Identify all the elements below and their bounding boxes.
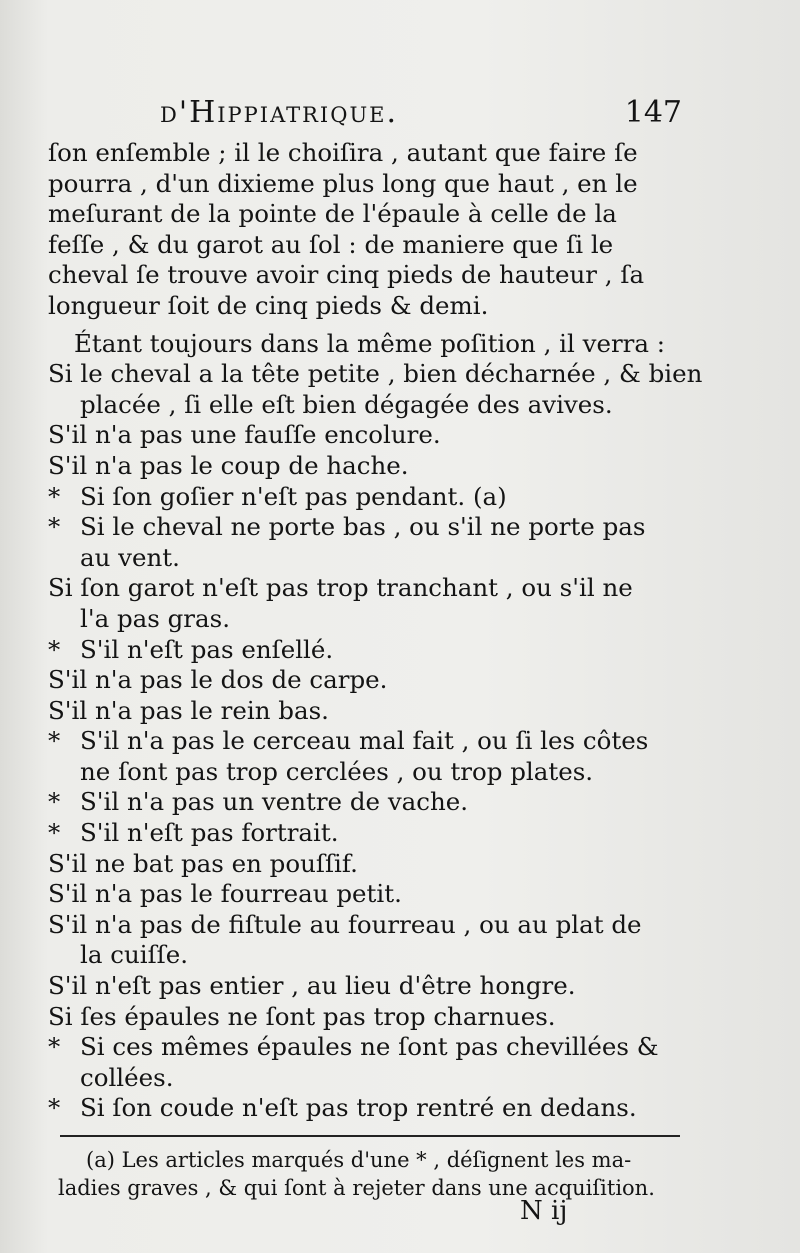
item-first-line xyxy=(48,665,680,696)
checklist-item xyxy=(48,635,680,666)
item-first-line xyxy=(48,635,680,666)
signature-mark: N ij xyxy=(520,1196,568,1226)
asterisk-mark: * xyxy=(48,481,61,511)
item-first-line xyxy=(48,420,680,451)
item-text: S'il n'a pas le fourreau petit. xyxy=(48,879,402,909)
text-line: ſon enſemble ; il le choiſira , autant que faire ſe xyxy=(48,138,638,167)
footnote-rule xyxy=(60,1135,680,1137)
item-first-line xyxy=(48,1032,680,1063)
item-first-line xyxy=(48,696,680,727)
item-first-line xyxy=(48,849,680,880)
checklist-item xyxy=(48,359,703,420)
text-line: feſſe , & du garot au ſol : de maniere que ſi le xyxy=(48,229,614,259)
checklist xyxy=(48,359,703,1124)
checklist-item xyxy=(48,512,680,573)
item-first-line xyxy=(48,787,680,818)
checklist-item xyxy=(48,1093,680,1124)
item-text: S'il n'eſt pas fortrait. xyxy=(80,818,339,848)
checklist-item xyxy=(48,573,680,634)
text-line: longueur ſoit de cinq pieds & demi. xyxy=(48,290,489,320)
item-text: S'il n'a pas le cerceau mal fait , ou ſi les côtes xyxy=(80,726,649,756)
item-text: S'il ne bat pas en pouſſif. xyxy=(48,848,358,878)
checklist-item xyxy=(48,1002,680,1033)
checklist-item xyxy=(48,910,680,971)
asterisk-mark: * xyxy=(48,1093,61,1123)
asterisk-mark: * xyxy=(48,512,61,542)
item-text: Si ſon coude n'eſt pas trop rentré en dedans. xyxy=(80,1093,637,1123)
checklist-item xyxy=(48,787,680,818)
asterisk-mark: * xyxy=(48,726,61,756)
item-text: S'il n'a pas une fauſſe encolure. xyxy=(48,420,441,450)
checklist-item xyxy=(48,849,680,880)
item-first-line xyxy=(48,451,680,482)
item-continuation-line: au vent. xyxy=(80,542,180,572)
item-text: S'il n'a pas le coup de hache. xyxy=(48,450,409,480)
item-first-line xyxy=(48,726,680,757)
running-title: d'Hippiatrique. xyxy=(160,95,399,130)
page-header xyxy=(0,95,800,135)
text-line: meſurant de la pointe de l'épaule à celle de la xyxy=(48,199,617,229)
checklist-item xyxy=(48,665,680,696)
item-first-line xyxy=(48,910,680,941)
item-text: Si le cheval ne porte bas , ou s'il ne porte pas xyxy=(80,512,646,542)
item-text: S'il n'a pas un ventre de vache. xyxy=(80,787,469,817)
item-first-line xyxy=(48,482,680,513)
checklist-item xyxy=(48,818,680,849)
item-text: S'il n'eſt pas entier , au lieu d'être hongre. xyxy=(48,971,576,1001)
checklist-item xyxy=(48,696,680,727)
item-continuation-line: placée , ſi elle eſt bien dégagée des avives. xyxy=(80,389,613,419)
item-first-line xyxy=(48,971,680,1002)
item-text: S'il n'a pas le rein bas. xyxy=(48,695,329,725)
item-first-line xyxy=(48,573,680,604)
main-text xyxy=(48,138,703,1124)
page-number: 147 xyxy=(624,95,682,130)
item-first-line xyxy=(48,818,680,849)
checklist-item xyxy=(48,482,680,513)
item-text: S'il n'a pas le dos de carpe. xyxy=(48,665,388,695)
asterisk-mark: * xyxy=(48,787,61,817)
item-continuation-line: collées. xyxy=(80,1062,174,1092)
paragraph-continuation xyxy=(48,138,680,322)
item-first-line xyxy=(48,512,680,543)
item-continuation-line: la cuiſſe. xyxy=(80,940,188,970)
item-text: Si ces mêmes épaules ne ſont pas chevillées & xyxy=(80,1032,659,1062)
text-line: cheval ſe trouve avoir cinq pieds de hauteur , ſa xyxy=(48,260,645,290)
checklist-item xyxy=(48,1032,680,1093)
item-first-line xyxy=(48,1093,680,1124)
footnote-line: ladies graves , & qui ſont à rejeter dans une acquiſition. xyxy=(58,1176,655,1200)
footnote xyxy=(58,1146,683,1202)
asterisk-mark: * xyxy=(48,634,61,664)
item-first-line xyxy=(48,359,703,390)
item-text: Si ſes épaules ne ſont pas trop charnues. xyxy=(48,1001,556,1031)
checklist-item xyxy=(48,879,680,910)
item-text: S'il n'a pas de fiſtule au fourreau , ou au plat de xyxy=(48,909,642,939)
item-text: Si le cheval a la tête petite , bien décharnée , & bien xyxy=(48,359,703,389)
item-first-line xyxy=(48,879,680,910)
asterisk-mark: * xyxy=(48,1032,61,1062)
checklist-item xyxy=(48,971,680,1002)
paragraph-intro: Étant toujours dans la même poſition , il verra : xyxy=(74,328,666,358)
item-continuation-line: l'a pas gras. xyxy=(80,603,230,633)
item-text: Si ſon garot n'eſt pas trop tranchant , ou s'il ne xyxy=(48,573,633,603)
asterisk-mark: * xyxy=(48,818,61,848)
item-first-line xyxy=(48,1002,680,1033)
footnote-line: (a) Les articles marqués d'une * , déſignent les ma- xyxy=(86,1148,632,1172)
item-text: Si ſon goſier n'eſt pas pendant. (a) xyxy=(80,481,507,511)
checklist-item xyxy=(48,726,680,787)
checklist-item xyxy=(48,451,680,482)
item-continuation-line: ne ſont pas trop cerclées , ou trop plates. xyxy=(80,756,594,786)
text-line: pourra , d'un dixieme plus long que haut , en le xyxy=(48,168,638,198)
item-text: S'il n'eſt pas enſellé. xyxy=(80,634,334,664)
checklist-item xyxy=(48,420,680,451)
